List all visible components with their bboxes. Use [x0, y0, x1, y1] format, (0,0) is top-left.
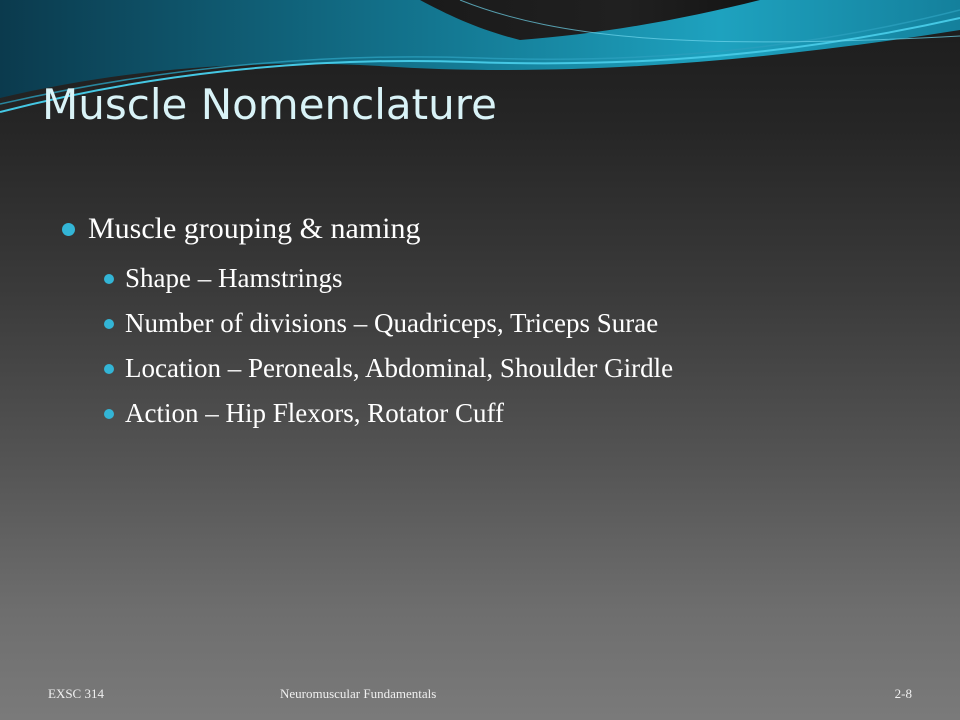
sub-bullet-text: Number of divisions – Quadriceps, Triceps Surae	[125, 308, 659, 338]
footer-course-code: EXSC 314	[48, 686, 104, 701]
bullet-dot-icon	[104, 274, 114, 284]
bullet-text: Muscle grouping & naming	[88, 212, 421, 245]
bullet-item	[62, 208, 922, 250]
footer-slide-number: 2-8	[894, 686, 912, 701]
sub-bullet-text: Action – Hip Flexors, Rotator Cuff	[125, 398, 504, 428]
sub-bullet-text: Location – Peroneals, Abdominal, Shoulder Girdle	[125, 353, 674, 383]
slide-title: Muscle Nomenclature	[42, 80, 497, 129]
sub-bullet-item	[62, 346, 922, 391]
bullet-dot-icon	[104, 409, 114, 419]
sub-bullet-item	[62, 256, 922, 301]
sub-bullet-item	[62, 301, 922, 346]
bullet-dot-icon	[62, 223, 75, 236]
sub-bullet-text: Shape – Hamstrings	[125, 263, 343, 293]
bullet-list	[62, 208, 922, 436]
bullet-dot-icon	[104, 364, 114, 374]
sub-bullet-item	[62, 391, 922, 436]
footer-topic: Neuromuscular Fundamentals	[280, 686, 437, 701]
bullet-dot-icon	[104, 319, 114, 329]
